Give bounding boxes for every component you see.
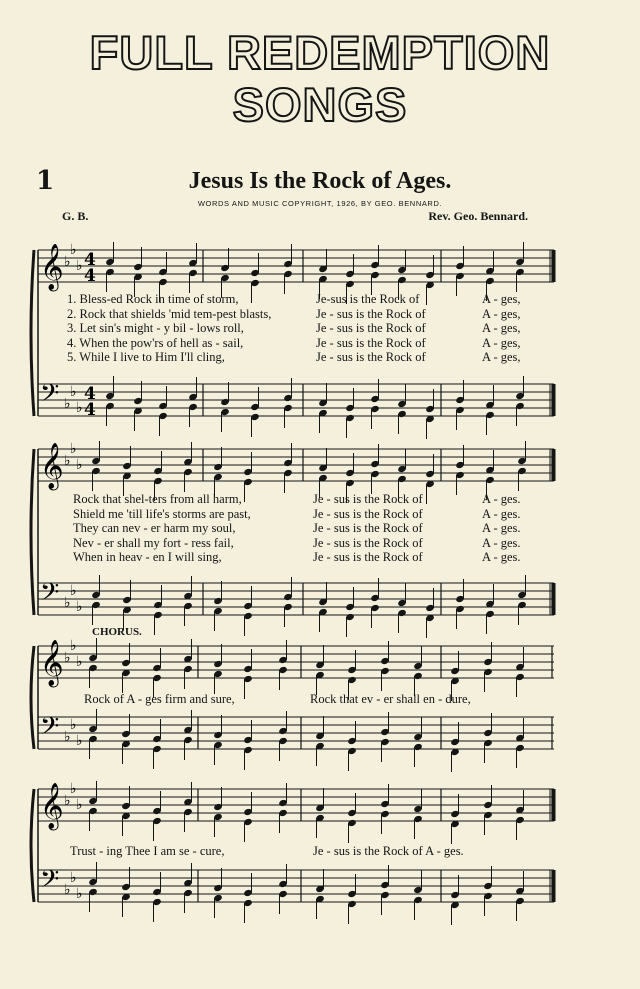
- time-signature-bottom: 4: [84, 266, 96, 286]
- system1_verses-line-1-part-3: A - ges,: [482, 292, 521, 306]
- flat-icon: ♭: [64, 254, 71, 270]
- chorus-lyric-2a: Trust - ing Thee I am se - cure,: [70, 844, 225, 858]
- book-title-line1: FULL REDEMPTION: [89, 26, 551, 79]
- bass-clef-icon: 𝄢: [40, 865, 60, 900]
- flat-icon: ♭: [76, 886, 83, 902]
- system2_verses-line-3-part-2: Je - sus is the Rock of: [313, 521, 423, 535]
- system2_verses-line-4-part-3: A - ges.: [482, 535, 521, 550]
- bass-clef-icon: 𝄢: [40, 379, 60, 414]
- system1_verses-line-2-part-2: Je - sus is the Rock of: [316, 306, 426, 321]
- system1_verses-line-1-part-2: Je-sus is the Rock of: [316, 292, 420, 306]
- flat-icon: ♭: [70, 870, 77, 886]
- system2_verses-line-1-part-3: A - ges.: [482, 492, 521, 506]
- treble-clef-icon: 𝄞: [40, 443, 64, 489]
- flat-icon: ♭: [70, 583, 77, 599]
- system1_verses-line-2-part-1: 2. Rock that shields 'mid tem-pest blasts,: [67, 306, 272, 321]
- hymn-title: Jesus Is the Rock of Ages.: [188, 168, 452, 194]
- flat-icon: ♭: [76, 258, 83, 274]
- time-signature-top: 4: [84, 250, 96, 270]
- flat-icon: ♭: [76, 400, 83, 416]
- system2_verses-line-5-part-3: A - ges.: [482, 550, 521, 564]
- copyright-notice: WORDS AND MUSIC COPYRIGHT, 1926, BY GEO. BENNARD.: [197, 199, 443, 208]
- flat-icon: ♭: [64, 453, 71, 469]
- flat-icon: ♭: [64, 650, 71, 666]
- flat-icon: ♭: [64, 882, 71, 898]
- system1_verses-line-3-part-3: A - ges,: [482, 321, 521, 335]
- system2_verses-line-3-part-3: A - ges.: [482, 521, 521, 535]
- time-signature-top: 4: [84, 384, 96, 404]
- system1_verses-line-4-part-3: A - ges,: [482, 335, 521, 350]
- chorus-lyric-1a: Rock of A - ges firm and sure,: [84, 692, 235, 706]
- words-author: G. B.: [62, 209, 89, 223]
- system4-brace-icon: [31, 789, 34, 902]
- system2_verses-line-2-part-2: Je - sus is the Rock of: [313, 506, 423, 521]
- system1_verses-line-4-part-2: Je - sus is the Rock of: [316, 335, 426, 350]
- system1-brace-icon: [31, 250, 34, 416]
- flat-icon: ♭: [76, 797, 83, 813]
- flat-icon: ♭: [64, 793, 71, 809]
- flat-icon: ♭: [76, 457, 83, 473]
- system1_verses-line-2-part-3: A - ges,: [482, 306, 521, 321]
- system1_verses-line-5-part-2: Je - sus is the Rock of: [316, 350, 426, 364]
- system2_verses-line-1-part-2: Je - sus is the Rock of: [313, 492, 423, 506]
- flat-icon: ♭: [64, 595, 71, 611]
- bass-clef-icon: 𝄢: [40, 578, 60, 613]
- system1_verses-line-3-part-1: 3. Let sin's might - y bil - lows roll,: [67, 321, 244, 335]
- flat-icon: ♭: [70, 781, 77, 797]
- flat-icon: ♭: [70, 441, 77, 457]
- system1_verses-line-4-part-1: 4. When the pow'rs of hell as - sail,: [67, 335, 244, 350]
- flat-icon: ♭: [70, 717, 77, 733]
- system1_verses-line-5-part-3: A - ges,: [482, 350, 521, 364]
- treble-clef-icon: 𝄞: [40, 640, 64, 686]
- system2_verses-line-4-part-1: Nev - er shall my fort - ress fail,: [73, 535, 234, 550]
- system1_verses-line-1-part-1: 1. Bless-ed Rock in time of storm,: [67, 292, 239, 306]
- flat-icon: ♭: [70, 384, 77, 400]
- system2_verses-line-5-part-1: When in heav - en I will sing,: [73, 550, 222, 564]
- time-signature-bottom: 4: [84, 400, 96, 420]
- system3-brace-icon: [31, 646, 34, 749]
- chorus-label: CHORUS.: [92, 626, 142, 638]
- system2_verses-line-2-part-1: Shield me 'till life's storms are past,: [73, 506, 251, 521]
- flat-icon: ♭: [70, 638, 77, 654]
- treble-clef-icon: 𝄞: [40, 244, 64, 290]
- system1_verses-line-5-part-1: 5. While I live to Him I'll cling,: [67, 350, 225, 364]
- chorus-lyric-1b: Rock that ev - er shall en - dure,: [310, 692, 471, 706]
- system2_verses-line-1-part-1: Rock that shel-ters from all harm,: [73, 492, 242, 506]
- hymn-number: 1: [36, 166, 55, 196]
- system1_verses-line-3-part-2: Je - sus is the Rock of: [316, 321, 426, 335]
- flat-icon: ♭: [70, 242, 77, 258]
- chorus-lyric-2b: Je - sus is the Rock of A - ges.: [313, 844, 464, 858]
- treble-clef-icon: 𝄞: [40, 783, 64, 829]
- system2_verses-line-2-part-3: A - ges.: [482, 506, 521, 521]
- system2-brace-icon: [31, 449, 34, 615]
- flat-icon: ♭: [76, 733, 83, 749]
- flat-icon: ♭: [64, 396, 71, 412]
- flat-icon: ♭: [76, 654, 83, 670]
- music-composer: Rev. Geo. Bennard.: [428, 209, 528, 223]
- book-title-line2: SONGS: [232, 78, 408, 131]
- flat-icon: ♭: [64, 729, 71, 745]
- system2_verses-line-3-part-1: They can nev - er harm my soul,: [73, 521, 236, 535]
- system2_verses-line-4-part-2: Je - sus is the Rock of: [313, 535, 423, 550]
- bass-clef-icon: 𝄢: [40, 712, 60, 747]
- flat-icon: ♭: [76, 599, 83, 615]
- system2_verses-line-5-part-2: Je - sus is the Rock of: [313, 550, 423, 564]
